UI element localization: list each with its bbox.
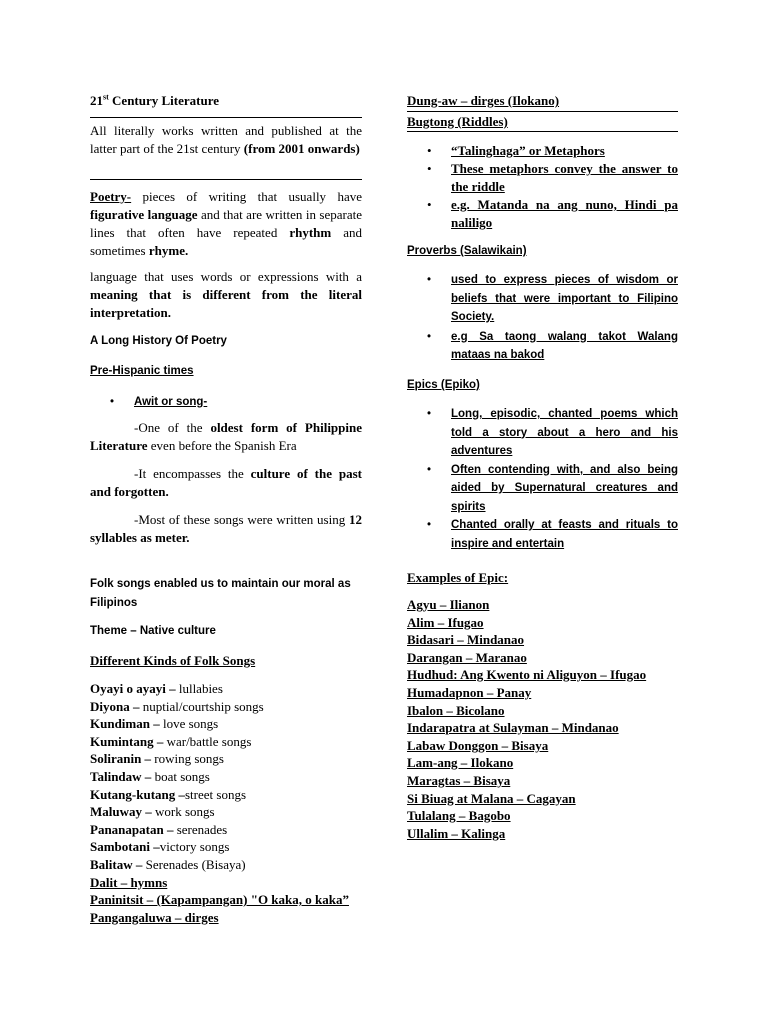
awit-list [90,393,362,412]
divider [407,131,678,132]
list-item: Si Biuag at Malana – Cagayan [407,790,576,806]
dungaw-heading: Dung-aw – dirges (Ilokano) [407,93,560,108]
bugtong-list [407,142,678,232]
list-item: Indarapatra at Sulayman – Mindanao [407,720,619,736]
folk-songs-list [90,680,362,926]
list-item: Kutang-kutang –street songs [90,786,247,802]
list-item: Humadapnon – Panay [407,684,532,700]
bugtong-heading: Bugtong (Riddles) [407,114,508,129]
list-item: • Awit or song- [90,393,362,412]
list-item: • e.g Sa taong walang takot Walang mataas na bakod [407,328,678,365]
history-heading: A Long History Of Poetry [90,335,227,347]
awit-notes [90,419,362,547]
list-item: • These metaphors convey the answer to the riddle [407,160,678,196]
poetry-definition: Poetry- pieces of writing that usually have figurative language and that are written in separate lines that often have repeated rhythm and sometimes rhyme. [90,189,362,258]
list-item: Balitaw – Serenades (Bisaya) [90,856,246,872]
list-item: Agyu – Ilianon [407,597,490,612]
proverbs-list [407,271,678,365]
list-item: Talindaw – boat songs [90,768,210,784]
list-item: • Long, episodic, chanted poems which told a story about a hero and his adventures [407,405,678,461]
list-item: Bidasari – Mindanao [407,632,525,648]
list-item: Tulalang – Bagobo [407,808,511,824]
list-item: • Often contending with, and also being aided by Supernatural creatures and spirits [407,461,678,517]
awit-note: -It encompasses the culture of the past and forgotten. [90,466,362,499]
list-item: Labaw Donggon – Bisaya [407,737,549,753]
list-item: Hudhud: Ang Kwento ni Aliguyon – Ifugao [407,667,647,683]
list-item: Kumintang – war/battle songs [90,733,252,749]
awit-note: -One of the oldest form of Philippine Literature even before the Spanish Era [90,420,362,453]
list-item: Sambotani –victory songs [90,839,230,855]
list-item: • “Talinghaga” or Metaphors [407,142,678,160]
list-item: Alim – Ifugao [407,614,484,630]
list-item: • e.g. Matanda na ang nuno, Hindi pa naliligo [407,196,678,232]
awit-note: -Most of these songs were written using 12 syllables as meter. [90,512,362,545]
figurative-language-definition: language that uses words or expressions with a meaning that is different from the literal interpretation. [90,269,362,320]
folk-songs-note: Folk songs enabled us to maintain our moral as Filipinos [90,578,351,609]
list-item: Paninitsit – (Kapampangan) "O kaka, o kaka” [90,892,349,908]
epics-list [407,405,678,553]
list-item: Soliranin – rowing songs [90,751,224,767]
intro-paragraph: All literally works written and published at the latter part of the 21st century (from 2001 onwards) [90,123,362,156]
list-item: Ibalon – Bicolano [407,702,505,718]
list-item: Oyayi o ayayi – lullabies [90,681,223,696]
divider [407,111,678,112]
divider [90,117,362,118]
list-item: Maragtas – Bisaya [407,772,511,788]
list-item: • Chanted orally at feasts and rituals to inspire and entertain [407,516,678,553]
folk-songs-heading: Different Kinds of Folk Songs [90,653,256,668]
list-item: Kundiman – love songs [90,716,219,732]
list-item: Maluway – work songs [90,804,215,820]
list-item: Ullalim – Kalinga [407,825,506,841]
examples-heading: Examples of Epic: [407,570,509,585]
list-item: Diyona – nuptial/courtship songs [90,698,264,714]
epics-heading: Epics (Epiko) [407,379,480,391]
list-item: Darangan – Maranao [407,649,527,665]
theme-line: Theme – Native culture [90,625,216,637]
prehispanic-heading: Pre-Hispanic times [90,365,194,377]
epic-examples-list [407,596,678,842]
page-title: 21st Century Literature [90,92,220,108]
list-item: • used to express pieces of wisdom or beliefs that were important to Filipino Society. [407,271,678,327]
list-item: Lam-ang – Ilokano [407,755,514,771]
proverbs-heading: Proverbs (Salawikain) [407,245,527,257]
list-item: Dalit – hymns [90,874,168,890]
list-item: Pananapatan – serenades [90,821,228,837]
list-item: Pangangaluwa – dirges [90,909,219,925]
divider [90,179,362,180]
